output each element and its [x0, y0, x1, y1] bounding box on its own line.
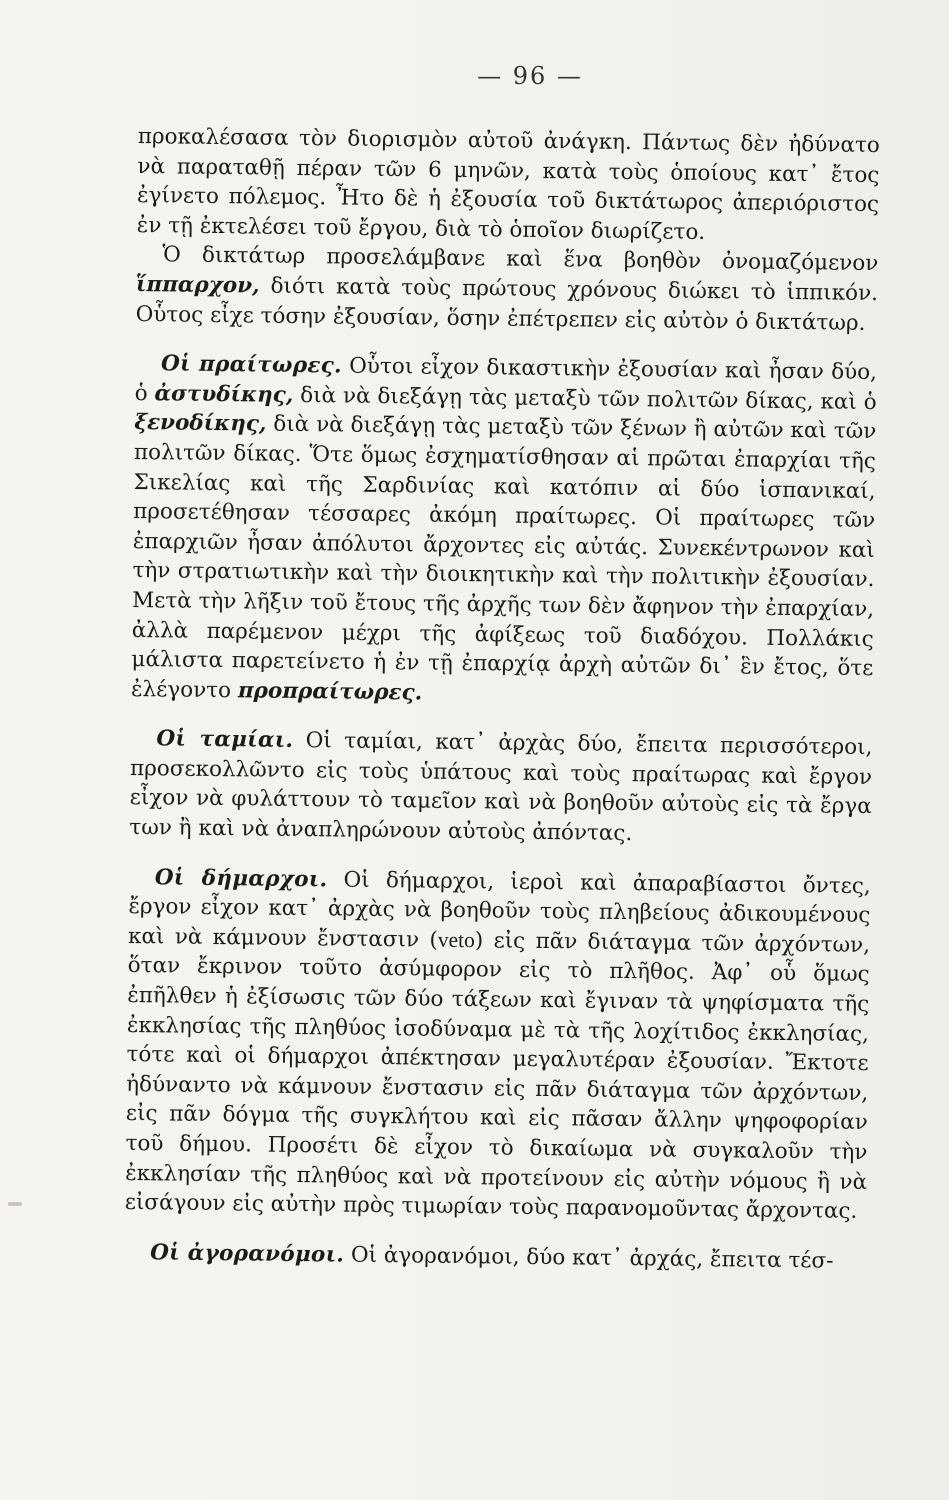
paragraph-text: ) εἰς πᾶν διάταγμα τῶν ἀρχόντων, ὅταν ἔκρινον τοῦτο ἀσύμφορον εἰς τὸ πλῆθος. Ἀφ᾽ οὗ ὅμως ἐπῆλθεν ἡ ἐξίσωσις τῶν δύο τάξεων καὶ ἔγιναν τὰ ψηφίσματα τῆς ἐκκλησίας τῆς πληθύος ἰσοδύναμα μὲ τὰ τῆς λοχίτιδος ἐκκλησίας, τότε καὶ οἱ δήμαρχοι ἀπέκτησαν μεγαλυτέραν ἐξουσίαν. Ἔκτοτε ἠδύναντο νὰ κάμνουν ἔνστασιν εἰς πᾶν διάταγμα τῶν ἀρχόντων, εἰς πᾶν δόγμα τῆς συγκλήτου καὶ εἰς πᾶσαν ἄλλην ψηφοφορίαν τοῦ δήμου. Προσέτι δὲ εἶχον τὸ δικαίωμα νὰ συγκαλοῦν τὴν ἐκκλησίαν τῆς πληθύος καὶ νὰ προτείνουν εἰς αὐτὴν νόμους ἢ νὰ εἰσάγουν εἰς αὐτὴν πρὸς τιμωρίαν τοὺς παρανομοῦντας ἄρχοντας.	[124, 928, 871, 1225]
paragraph-text: Ὁ δικτάτωρ προσελάμβανε καὶ ἕνα βοηθὸν ὀνομαζόμενον	[162, 242, 879, 277]
margin-speck	[8, 1202, 22, 1206]
section-praetors	[131, 349, 877, 713]
section-heading-quaestors: Οἱ ταμίαι.	[156, 726, 294, 754]
paragraph-master-of-horse	[135, 240, 878, 338]
term-xenodikes: ξενοδίκης,	[134, 410, 267, 437]
paragraph-text: διότι κατὰ τοὺς πρώτους χρόνους διώκει τὸ ἱππικόν. Οὗτος εἶχε τόσην ἐξουσίαν, ὅσην ἐπέτρεπεν εἰς αὐτὸν ὁ δικτάτωρ.	[135, 273, 879, 336]
paragraph-text: Οἱ ἀγορανόμοι, δύο κατ᾽ ἀρχάς, ἔπειτα τέσ-	[343, 1242, 834, 1274]
paragraph-dictator-continuation: προκαλέσασα τὸν διορισμὸν αὐτοῦ ἀνάγκη. Πάντως δὲν ἠδύνατο νὰ παραταθῇ πέραν τῶν 6 μηνῶν, κατὰ τοὺς ὁποίους κατ᾽ ἔτος ἐγίνετο πόλεμος. Ἦτο δὲ ἡ ἐξουσία τοῦ δικτάτωρος ἀπεριόριστος ἐν τῇ ἐκτελέσει τοῦ ἔργου, διὰ τὸ ὁποῖον διωρίζετο.	[136, 123, 880, 245]
term-hipparchos: ἵππαρχον,	[135, 271, 260, 299]
page-number: — 96 —	[477, 62, 583, 90]
section-heading-praetors: Οἱ πραίτωρες.	[160, 351, 343, 379]
term-veto: veto	[437, 927, 475, 953]
section-heading-aediles: Οἱ ἀγορανόμοι.	[150, 1240, 345, 1268]
section-aediles	[124, 1238, 866, 1277]
section-tribunes	[125, 863, 871, 1227]
paragraph-text: Οἱ ταμίαι, κατ᾽ ἀρχὰς δύο, ἔπειτα περισσότεροι, προσεκολλῶντο εἰς τοὺς ὑπάτους καὶ τοὺς πραίτωρας καὶ ἔργον εἶχον νὰ φυλάττουν τὸ ταμεῖον καὶ νὰ βοηθοῦν αὐτοὺς εἰς τὰ ἔργα των ἢ καὶ νὰ ἀναπληρώνουν αὐτοὺς ἀπόντας.	[129, 728, 873, 847]
term-astydikes: ἀστυδίκης,	[154, 380, 294, 408]
page-body	[124, 122, 880, 1276]
term-propraetores: προπραίτωρες.	[237, 677, 423, 706]
paragraph-text: Οἱ δήμαρχοι, ἱεροὶ καὶ ἀπαραβίαστοι ὄντες, ἔργον εἶχον κατ᾽ ἀρχὰς νὰ βοηθοῦν τοὺς πληβείους ἀδικουμένους καὶ νὰ κάμνουν ἔνστασιν (	[127, 867, 871, 953]
paragraph-text: διὰ νὰ διεξάγῃ τὰς μεταξὺ τῶν πολιτῶν δίκας, καὶ ὁ	[293, 382, 877, 415]
paragraph-text: Οὗτοι εἶχον δικαστικὴν ἐξουσίαν καὶ ἦσαν δύο, ὁ	[134, 353, 878, 406]
section-heading-tribunes: Οἱ δήμαρχοι.	[154, 864, 328, 893]
section-quaestors	[129, 724, 872, 851]
paragraph-text: διὰ νὰ διεξάγῃ τὰς μεταξὺ τῶν ξένων ἢ αὐτῶν καὶ τῶν πολιτῶν δίκας. Ὅτε ὅμως ἐσχηματίσθησαν αἱ πρῶται ἐπαρχίαι τῆς Σικελίας καὶ τῆς Σαρδινίας καὶ κατόπιν αἱ δύο ἱσπανικαί, προσετέθησαν τέσσαρες ἀκόμη πραίτωρες. Οἱ πραίτωρες τῶν ἐπαρχιῶν ἦσαν ἀπόλυτοι ἄρχοντες εἰς αὐτάς. Συνεκέντρωνον καὶ τὴν στρατιωτικὴν καὶ τὴν διοικητικὴν καὶ τὴν πολιτικὴν ἐξουσίαν. Μετὰ τὴν λῆξιν τοῦ ἔτους τῆς ἀρχῆς των δὲν ἄφηνον τὴν ἐπαρχίαν, ἀλλὰ παρέμενον μέχρι τῆς ἀφίξεως τοῦ διαδόχου. Πολλάκις μάλιστα παρετείνετο ἡ ἐν τῇ ἐπαρχίᾳ ἀρχὴ αὐτῶν δι᾽ ἓν ἔτος, ὅτε ἐλέγοντο	[130, 411, 877, 703]
